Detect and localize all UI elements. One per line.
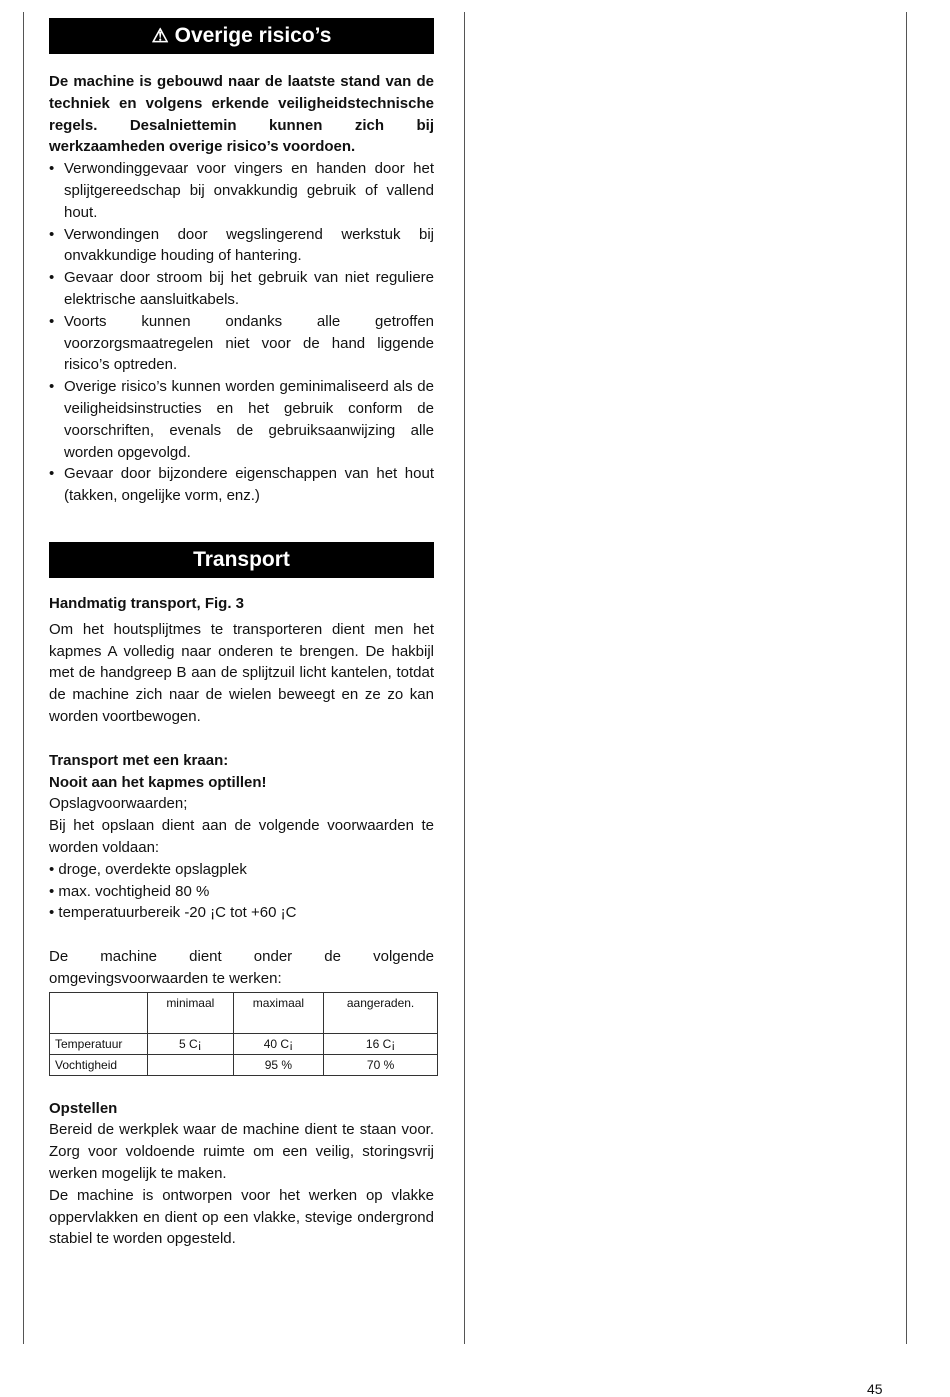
table-row <box>50 1033 438 1054</box>
right-margin-line <box>906 12 907 1344</box>
table-cell: 95 % <box>233 1054 324 1075</box>
risks-intro: De machine is gebouwd naar de laatste stand van de techniek en volgens erkende veiligheidstechnische regels. Desalniettemin kunnen zich bij werkzaamheden overige risico’s voordoen. <box>49 73 434 156</box>
storage-text: Bij het opslaan dient aan de volgende voorwaarden te worden voldaan: <box>49 817 434 856</box>
table-cell: 16 C¡ <box>324 1033 438 1054</box>
transport-banner <box>49 542 434 578</box>
conditions-table <box>49 992 438 1076</box>
list-item: • Verwondingen door wegslingerend werkstuk bij onvakkundige houding of hantering. <box>49 224 434 268</box>
storage-list <box>49 859 434 924</box>
manual-transport-heading: Handmatig transport, Fig. 3 <box>49 594 245 612</box>
list-item: • Verwondinggevaar voor vingers en handen door het splijtgereedschap bij onvakkundig gebruik of vallend hout. <box>49 158 434 223</box>
table-row <box>50 1054 438 1075</box>
setup-text-1: Bereid de werkplek waar de machine dient te staan voor. Zorg voor voldoende ruimte om een veilig, storingsvrij werken mogelijk te maken. <box>49 1121 434 1183</box>
table-header-cell <box>50 992 148 1033</box>
crane-warning: Nooit aan het kapmes optillen! <box>49 773 267 791</box>
table-header-row <box>50 992 438 1033</box>
warning-triangle-icon: ⚠ <box>151 26 169 47</box>
list-item: • max. vochtigheid 80 % <box>49 882 210 900</box>
crane-heading: Transport met een kraan: <box>49 751 229 769</box>
table-cell <box>148 1054 234 1075</box>
table-header-cell: maximaal <box>233 992 324 1033</box>
manual-transport-text: Om het houtsplijtmes te transporteren dient men het kapmes A volledig naar onderen te brengen. De hakbijl met de handgreep B aan de splijtzuil licht kantelen, totdat de machine zich naar de wielen beweegt en ze zo kan worden voortbewogen. <box>49 620 434 725</box>
table-cell: 5 C¡ <box>148 1033 234 1054</box>
page-number: 45 <box>867 1381 883 1397</box>
transport-title: Transport <box>193 547 290 571</box>
environment-text: De machine dient onder de volgende omgevingsvoorwaarden te werken: <box>49 948 434 987</box>
list-item: • temperatuurbereik -20 ¡C tot +60 ¡C <box>49 904 297 922</box>
list-item: • Voorts kunnen ondanks alle getroffen voorzorgsmaatregelen niet voor de hand liggende risico’s optreden. <box>49 311 434 376</box>
spacer <box>49 924 434 946</box>
left-column <box>49 18 434 1250</box>
storage-label: Opslagvoorwaarden; <box>49 795 188 813</box>
setup-text-2: De machine is ontworpen voor het werken op vlakke oppervlakken en dient op een vlakke, stevige ondergrond stabiel te worden opgesteld. <box>49 1186 434 1248</box>
table-cell: Vochtigheid <box>50 1054 148 1075</box>
list-item: • Gevaar door stroom bij het gebruik van niet reguliere elektrische aansluitkabels. <box>49 267 434 311</box>
table-cell: 40 C¡ <box>233 1033 324 1054</box>
table-header-cell: aangeraden. <box>324 992 438 1033</box>
table-cell: 70 % <box>324 1054 438 1075</box>
table-header-cell: minimaal <box>148 992 234 1033</box>
list-item: • droge, overdekte opslagplek <box>49 860 247 878</box>
spacer <box>49 728 434 750</box>
list-item: • Overige risico’s kunnen worden geminimaliseerd als de veiligheidsinstructies en het gebruik conform de voorschriften, evenals de gebruiksaanwijzing alle worden opgevolgd. <box>49 376 434 463</box>
risks-title: Overige risico’s <box>174 24 332 47</box>
left-margin-line <box>23 12 24 1344</box>
risks-banner <box>49 18 434 54</box>
list-item: • Gevaar door bijzondere eigenschappen van het hout (takken, ongelijke vorm, enz.) <box>49 463 434 507</box>
setup-heading: Opstellen <box>49 1099 118 1117</box>
table-cell: Temperatuur <box>50 1033 148 1054</box>
risks-list <box>49 158 434 507</box>
column-divider-line <box>464 12 465 1344</box>
